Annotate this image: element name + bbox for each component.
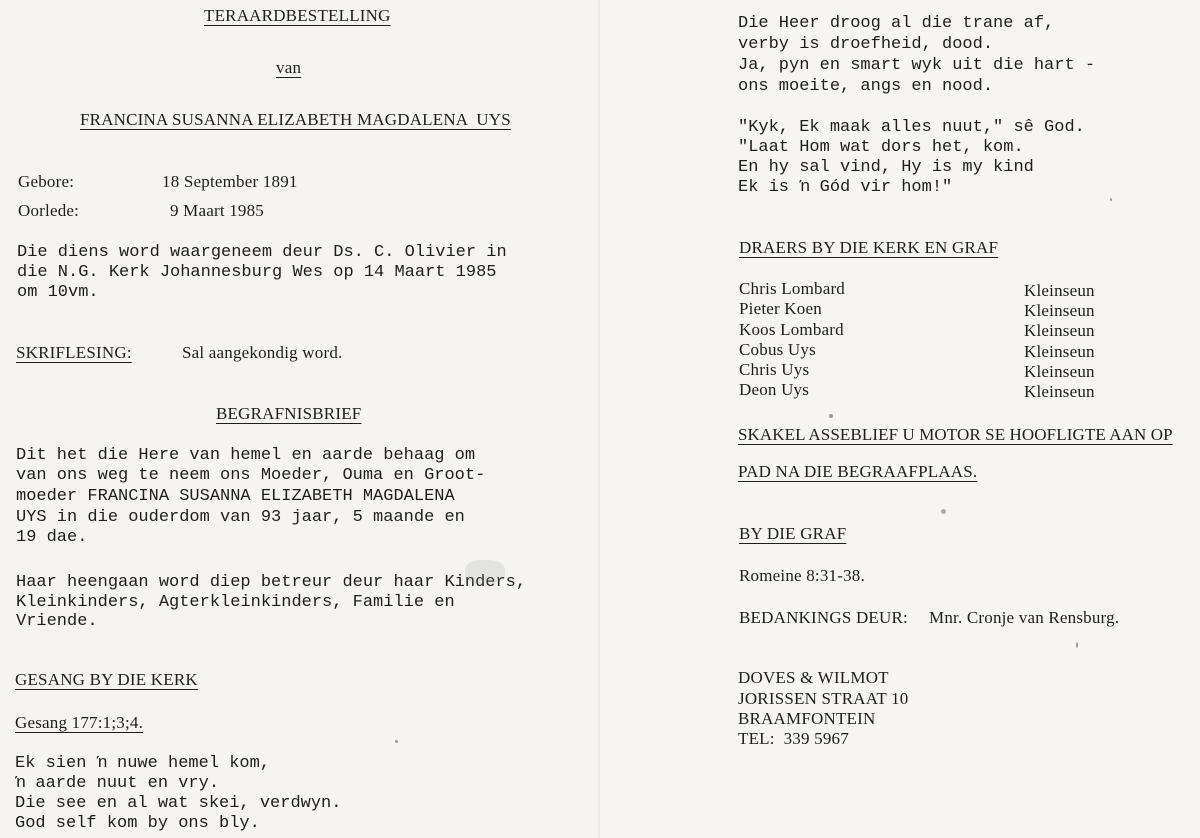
grave-heading: BY DIE GRAF — [739, 524, 847, 543]
hymn-line: ŉ aarde nuut en vry. — [15, 774, 220, 793]
letter-line: Dit het die Here van hemel en aarde behaag om — [16, 446, 476, 465]
bearer-name: Deon Uys — [739, 380, 810, 399]
bearer-name: Cobus Uys — [739, 340, 816, 359]
bearer-relation: Kleinseun — [1024, 281, 1095, 300]
grave-reading: Romeine 8:31-38. — [739, 566, 865, 585]
bearer-name: Chris Lombard — [739, 279, 846, 298]
hymn-line: Ek sien ŉ nuwe hemel kom, — [15, 754, 271, 773]
letter-line: UYS in die ouderdom van 93 jaar, 5 maande en — [16, 508, 465, 527]
van-line: van — [276, 58, 302, 77]
verse-line: "Laat Hom wat dors het, kom. — [738, 138, 1024, 157]
bearer-relation: Kleinseun — [1024, 321, 1095, 340]
paper-speck — [395, 740, 398, 743]
service-line: om 10vm. — [17, 283, 99, 302]
paper-speck — [1076, 642, 1078, 648]
right-page — [600, 0, 1200, 838]
paper-speck — [829, 414, 833, 418]
letter-heading: BEGRAFNISBRIEF — [216, 404, 362, 423]
died-value: 9 Maart 1985 — [170, 201, 264, 220]
verse-line: ons moeite, angs en nood. — [738, 77, 994, 96]
hymn-heading: GESANG BY DIE KERK — [15, 670, 198, 689]
undertaker-line: DOVES & WILMOT — [738, 668, 889, 687]
bearer-relation: Kleinseun — [1024, 301, 1095, 320]
bearers-heading: DRAERS BY DIE KERK EN GRAF — [739, 238, 999, 257]
hymn-reference: Gesang 177:1;3;4. — [15, 713, 144, 732]
paper-smudge — [465, 560, 505, 584]
verse-line: verby is droefheid, dood. — [738, 35, 994, 54]
paper-speck — [1110, 198, 1112, 201]
headlights-notice: SKAKEL ASSEBLIEF U MOTOR SE HOOFLIGTE AAN OP — [738, 425, 1173, 444]
bearer-relation: Kleinseun — [1024, 342, 1095, 361]
scripture-value: Sal aangekondig word. — [182, 343, 343, 362]
verse-line: Ja, pyn en smart wyk uit die hart - — [738, 56, 1096, 75]
died-label: Oorlede: — [18, 201, 80, 220]
paper-speck — [941, 509, 946, 514]
verse-line: Ek is ŉ Gód vir hom!" — [738, 178, 953, 197]
undertaker-line: TEL: 339 5967 — [738, 729, 849, 748]
deceased-name-heading: FRANCINA SUSANNA ELIZABETH MAGDALENA UYS — [80, 110, 511, 129]
thanks-value: Mnr. Cronje van Rensburg. — [929, 608, 1120, 627]
undertaker-line: JORISSEN STRAAT 10 — [738, 689, 909, 708]
bearer-name: Chris Uys — [739, 360, 810, 379]
born-label: Gebore: — [18, 172, 75, 191]
headlights-notice-cont: PAD NA DIE BEGRAAFPLAAS. — [738, 462, 978, 481]
verse-line: En hy sal vind, Hy is my kind — [738, 158, 1034, 177]
thanks-label: BEDANKINGS DEUR: — [739, 608, 908, 627]
verse-line: "Kyk, Ek maak alles nuut," sê God. — [738, 118, 1085, 137]
service-line: die N.G. Kerk Johannesburg Wes op 14 Maart 1985 — [17, 263, 497, 282]
hymn-line: God self kom by ons bly. — [15, 814, 260, 833]
verse-line: Die Heer droog al die trane af, — [738, 14, 1055, 33]
mourn-line: Vriende. — [16, 612, 98, 631]
bearer-name: Koos Lombard — [739, 320, 844, 339]
born-value: 18 September 1891 — [162, 172, 298, 191]
letter-line: 19 dae. — [16, 528, 88, 547]
bearer-name: Pieter Koen — [739, 299, 822, 318]
hymn-line: Die see en al wat skei, verdwyn. — [15, 794, 342, 813]
document-title: TERAARDBESTELLING — [204, 6, 391, 25]
mourn-line: Kleinkinders, Agterkleinkinders, Familie en — [16, 593, 455, 612]
mourn-line: Haar heengaan word diep betreur deur haar Kinders, — [16, 573, 527, 592]
undertaker-line: BRAAMFONTEIN — [738, 709, 876, 728]
letter-line: van ons weg te neem ons Moeder, Ouma en Groot- — [16, 466, 486, 485]
scripture-label: SKRIFLESING: — [16, 343, 132, 362]
bearer-relation: Kleinseun — [1024, 362, 1095, 381]
letter-line: moeder FRANCINA SUSANNA ELIZABETH MAGDALENA — [16, 487, 455, 506]
bearer-relation: Kleinseun — [1024, 382, 1095, 401]
service-line: Die diens word waargeneem deur Ds. C. Olivier in — [17, 243, 507, 262]
